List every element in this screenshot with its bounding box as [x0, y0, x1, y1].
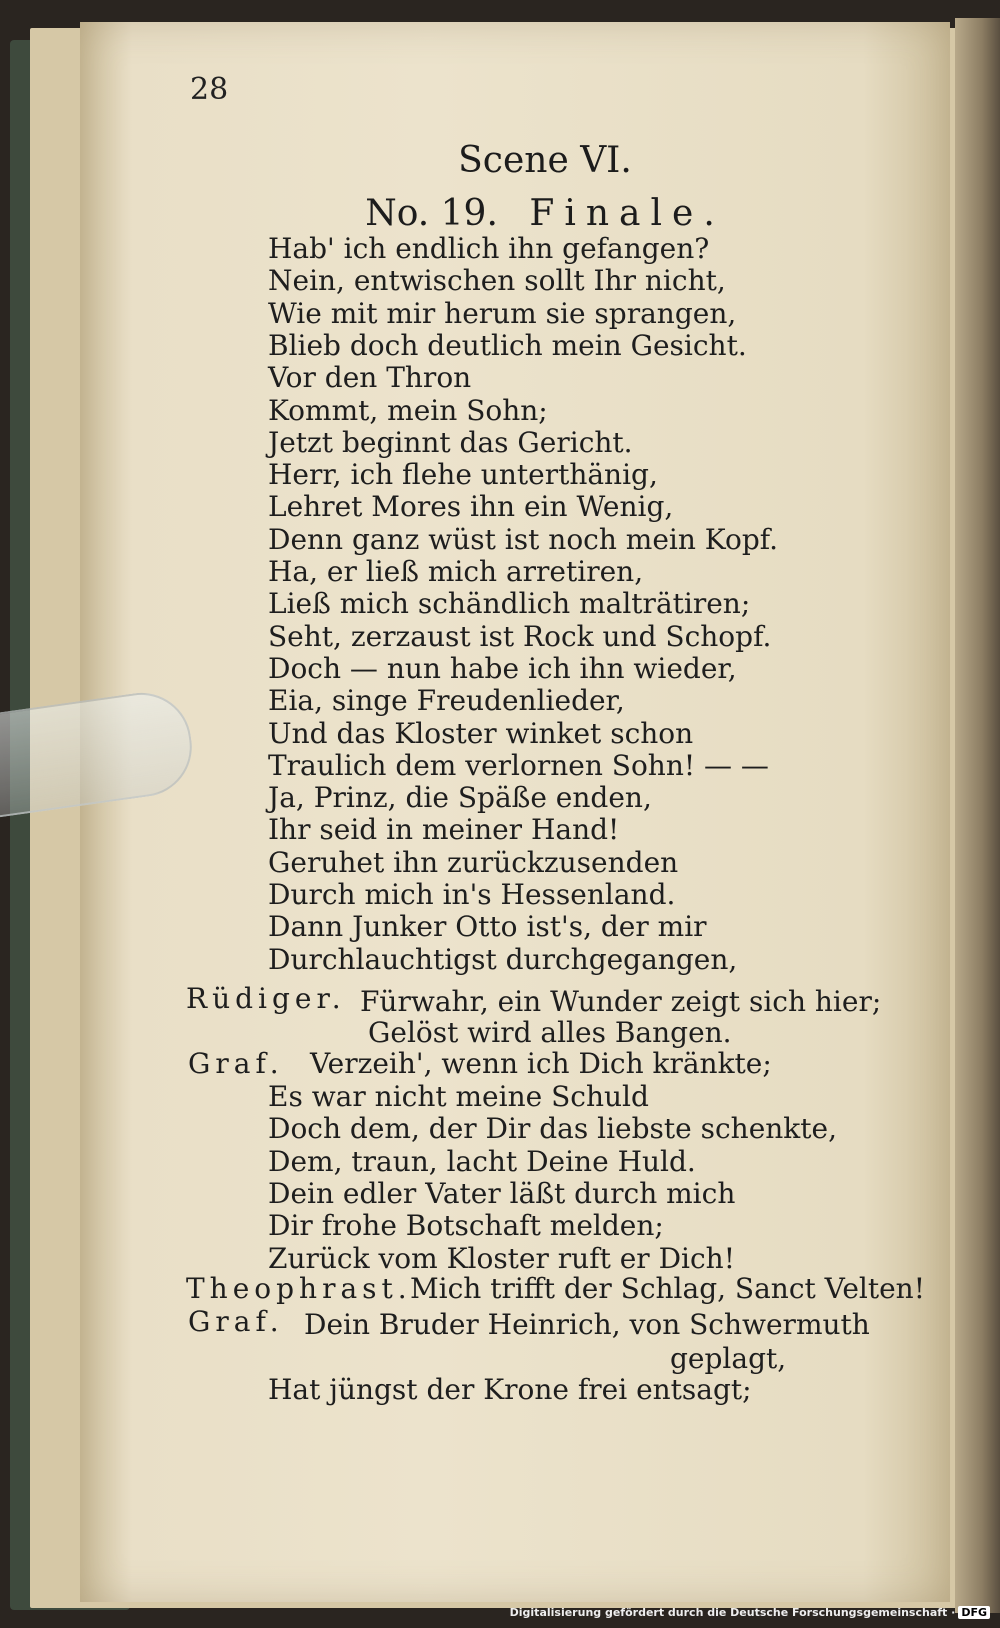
verse-line: Hab' ich endlich ihn gefangen? [268, 232, 710, 265]
verse-line: Ließ mich schändlich malträtiren; [268, 587, 751, 621]
speaker-ruediger: Rüdiger. [186, 982, 346, 1015]
book-edge-right [955, 18, 1000, 1613]
verse-line: Vor den Thron [268, 361, 472, 395]
graf1-verse-line: Dir frohe Botschaft melden; [268, 1209, 664, 1243]
finale-label: Finale. [529, 193, 725, 234]
verse-line: Ja, Prinz, die Späße enden, [268, 781, 652, 815]
footer-text: Digitalisierung gefördert durch die Deutsche Forschungsgemeinschaft · [509, 1606, 956, 1619]
page-number: 28 [190, 72, 229, 107]
verse-line: Herr, ich flehe unterthänig, [268, 458, 658, 492]
verse-line: Durchlauchtigst durchgegangen, [268, 942, 738, 976]
verse-line: Seht, zerzaust ist Rock und Schopf. [268, 619, 772, 653]
verse-line: Ihr seid in meiner Hand! [268, 813, 620, 847]
verse-line: Dann Junker Otto ist's, der mir [268, 910, 707, 944]
ruediger-line-1: Fürwahr, ein Wunder zeigt sich hier; [360, 985, 882, 1018]
graf1-verse-line: Dem, traun, lacht Deine Huld. [268, 1144, 696, 1178]
theophrast-line-1: Mich trifft der Schlag, Sanct Velten! [410, 1272, 925, 1305]
verse-line: Ha, er ließ mich arretiren, [268, 555, 644, 588]
digitization-footer [510, 1606, 990, 1619]
verse-line: Traulich dem verlornen Sohn! — — [268, 748, 769, 782]
verse-line: Durch mich in's Hessenland. [268, 878, 676, 911]
verse-line: Nein, entwischen sollt Ihr nicht, [268, 264, 726, 298]
verse-line: Doch — nun habe ich ihn wieder, [268, 651, 737, 685]
verse-line: Denn ganz wüst ist noch mein Kopf. [268, 522, 779, 556]
dfg-badge: DFG [958, 1606, 990, 1619]
verse-line: Und das Kloster winket schon [268, 716, 694, 750]
graf2-line-3: Hat jüngst der Krone frei entsagt; [268, 1373, 752, 1406]
speaker-graf-1: Graf. [188, 1047, 284, 1080]
verse-line: Blieb doch deutlich mein Gesicht. [268, 328, 747, 362]
verse-line: Wie mit mir herum sie sprangen, [268, 296, 737, 330]
verse-line: Kommt, mein Sohn; [268, 393, 548, 427]
graf1-verse-line: Dein edler Vater läßt durch mich [268, 1176, 736, 1210]
graf1-verse-line: Es war nicht meine Schuld [268, 1080, 649, 1113]
scene-title: Scene VI. [458, 140, 632, 181]
verse-line: Lehret Mores ihn ein Wenig, [268, 490, 674, 524]
verse-line: Eia, singe Freudenlieder, [268, 684, 625, 718]
graf1-line-1: Verzeih', wenn ich Dich kränkte; [310, 1047, 772, 1080]
verse-line: Jetzt beginnt das Gericht. [268, 425, 633, 459]
speaker-graf-2: Graf. [188, 1305, 284, 1338]
number-label: No. 19. [365, 193, 498, 234]
ruediger-line-2: Gelöst wird alles Bangen. [368, 1016, 732, 1049]
verse-line: Geruhet ihn zurückzusenden [268, 845, 679, 879]
graf2-line-2: geplagt, [670, 1342, 787, 1375]
number-title [0, 193, 1000, 234]
graf1-verse-line: Zurück vom Kloster ruft er Dich! [268, 1241, 735, 1275]
speaker-theophrast: Theophrast. [186, 1272, 412, 1305]
graf2-line-1: Dein Bruder Heinrich, von Schwermuth [304, 1308, 870, 1341]
graf1-verse-line: Doch dem, der Dir das liebste schenkte, [268, 1112, 837, 1146]
